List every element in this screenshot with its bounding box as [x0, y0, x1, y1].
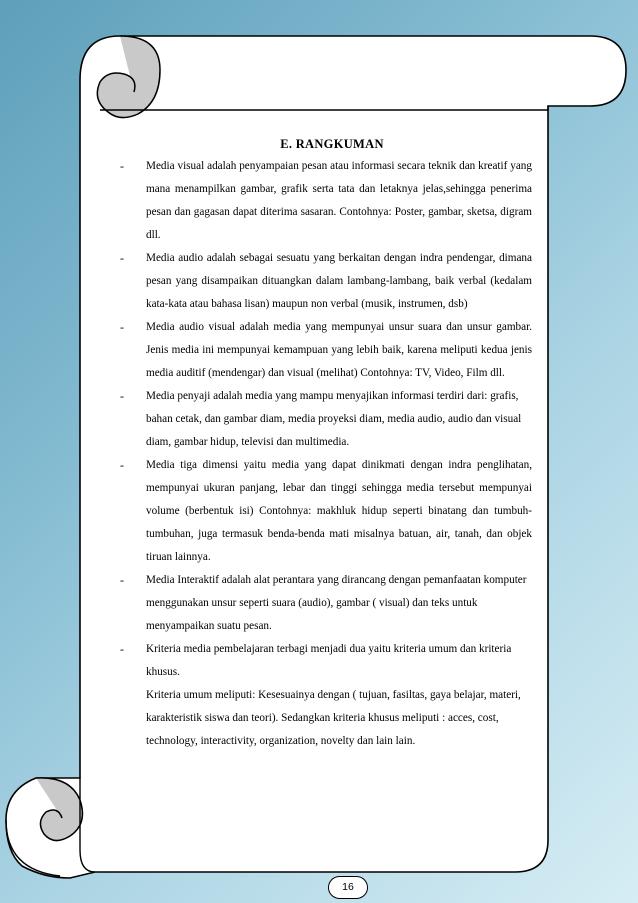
bullet-dash: - — [120, 251, 124, 265]
list-item-text: Media audio adalah sebagai sesuatu yang berkaitan dengan indra pendengar, dimana pesan yang disampaikan dituangkan dalam lambang-lambang, baik verbal (kedalam kata-kata atau bahasa lisan) maupun non verbal (musik, instrumen, dsb) — [146, 252, 532, 310]
bullet-dash: - — [120, 159, 124, 173]
list-item-text: Media tiga dimensi yaitu media yang dapat dinikmati dengan indra penglihatan, mempunyai ukuran panjang, lebar dan tinggi sehingga media tersebut mempunyai volume (berbentuk isi) Contohnya: makhluk hidup seperti binatang dan tumbuh-tumbuhan, juga termasuk benda-benda mati misalnya batuan, air, tanah, dan objek tiruan lainnya. — [146, 459, 532, 563]
section-title: E. RANGKUMAN — [280, 137, 384, 151]
criteria-detail: Kriteria umum meliputi: Kesesuainya dengan ( tujuan, fasiltas, gaya belajar, materi, karakteristik siswa dan teori). Sedangkan kriteria khusus meliputi : acces, cost, technology, interactivity, organization, novelty dan lain lain. — [146, 689, 521, 747]
list-item — [117, 247, 532, 316]
list-item — [117, 155, 532, 247]
bullet-dash: - — [120, 642, 124, 656]
list-item — [117, 638, 532, 684]
list-item-text: Media penyaji adalah media yang mampu menyajikan informasi terdiri dari: grafis, bahan cetak, dan gambar diam, media proyeksi diam, media audio, audio dan visual diam, gambar hidup, televisi dan multimedia. — [146, 390, 522, 448]
bullet-dash: - — [120, 320, 124, 334]
list-item — [117, 316, 532, 385]
list-item-text: Media Interaktif adalah alat perantara yang dirancang dengan pemanfaatan komputer menggunakan unsur seperti suara (audio), gambar ( visual) dan teks untuk menyampaikan suatu pesan. — [146, 574, 527, 632]
bullet-dash: - — [120, 573, 124, 587]
list-item — [117, 569, 532, 638]
bullet-dash: - — [120, 389, 124, 403]
list-item — [117, 454, 532, 569]
list-item-text: Kriteria media pembelajaran terbagi menjadi dua yaitu kriteria umum dan kriteria khusus. — [146, 643, 512, 678]
list-item — [117, 385, 532, 454]
list-item-text: Media audio visual adalah media yang mempunyai unsur suara dan unsur gambar. Jenis media ini mempunyai kemampuan yang lebih baik, karena meliputi kedua jenis media auditif (mendengar) dan visual (melihat) Contohnya: TV, Video, Film dll. — [146, 321, 532, 379]
summary-content — [117, 134, 532, 753]
page-number: 16 — [328, 876, 368, 899]
bullet-dash: - — [120, 458, 124, 472]
list-item-text: Media visual adalah penyampaian pesan atau informasi secara teknik dan kreatif yang mana menampilkan gambar, grafik serta tata dan letaknya jelas,sehingga penerima pesan dan gagasan dapat diterima sasaran. Contohnya: Poster, gambar, sketsa, digram dll. — [146, 160, 532, 241]
